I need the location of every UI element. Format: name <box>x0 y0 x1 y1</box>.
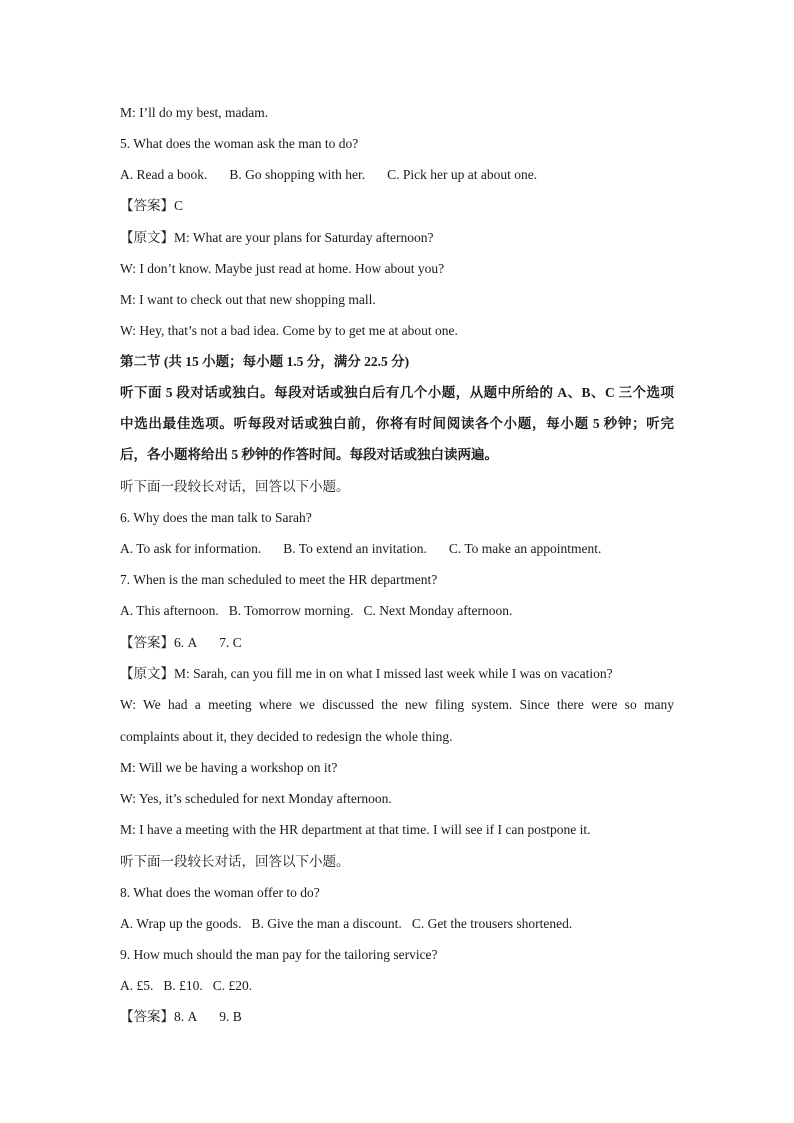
transcript-line: M: I’ll do my best, madam. <box>120 105 269 120</box>
transcript-line: W: Yes, it’s scheduled for next Monday afternoon. <box>120 791 392 806</box>
option-b: B. Go shopping with her. <box>229 167 366 182</box>
instructions-line: 后，各小题将给出 5 秒钟的作答时间。每段对话或独白读两遍。 <box>120 447 498 462</box>
transcript-line: 【原文】M: Sarah, can you fill me in on what I missed last week while I was on vacation? <box>120 666 613 681</box>
answer-6: 【答案】6. A <box>120 635 198 650</box>
option-c: C. Pick her up at about one. <box>387 167 538 182</box>
transcript-line: complaints about it, they decided to redesign the whole thing. <box>120 729 453 744</box>
option-c: C. Next Monday afternoon. <box>363 603 513 618</box>
answer-6-7 <box>120 634 242 652</box>
instructions-line: 听下面 5 段对话或独白。每段对话或独白后有几个小题，从题中所给的 A、B、C 三个选项 <box>120 385 674 400</box>
question-6: 6. Why does the man talk to Sarah? <box>120 510 312 525</box>
answer-8-9 <box>120 1008 242 1026</box>
question-7-options <box>120 602 512 620</box>
transcript-line: M: I have a meeting with the HR department at that time. I will see if I can postpone it. <box>120 822 591 837</box>
question-5: 5. What does the woman ask the man to do? <box>120 136 359 151</box>
option-b: B. Tomorrow morning. <box>228 603 354 618</box>
transcript-line: 【原文】M: What are your plans for Saturday afternoon? <box>120 230 434 245</box>
instructions-line: 中选出最佳选项。听每段对话或独白前，你将有时间阅读各个小题，每小题 5 秒钟；听完 <box>120 416 674 431</box>
answer-7: 7. C <box>219 635 242 650</box>
option-c: C. To make an appointment. <box>448 541 602 556</box>
question-8-options <box>120 915 572 933</box>
option-a: A. This afternoon. <box>120 603 219 618</box>
question-7: 7. When is the man scheduled to meet the HR department? <box>120 572 438 587</box>
question-6-options <box>120 540 601 558</box>
answer-9: 9. B <box>219 1009 242 1024</box>
transcript-line: W: Hey, that’s not a bad idea. Come by to get me at about one. <box>120 323 458 338</box>
answer-5: 【答案】C <box>120 198 184 213</box>
option-b: B. To extend an invitation. <box>283 541 427 556</box>
option-b: B. £10. <box>163 978 203 993</box>
transcript-line: W: We had a meeting where we discussed the new filing system. Since there were so many <box>120 697 674 712</box>
question-5-options <box>120 166 537 184</box>
option-a: A. £5. <box>120 978 154 993</box>
passage-lead: 听下面一段较长对话，回答以下小题。 <box>120 854 350 869</box>
transcript-line: W: I don’t know. Maybe just read at home. How about you? <box>120 261 445 276</box>
answer-8: 【答案】8. A <box>120 1009 198 1024</box>
transcript-line: M: Will we be having a workshop on it? <box>120 760 338 775</box>
question-9-options <box>120 977 252 995</box>
section-heading: 第二节 (共 15 小题；每小题 1.5 分，满分 22.5 分) <box>120 354 410 369</box>
option-a: A. Wrap up the goods. <box>120 916 242 931</box>
option-b: B. Give the man a discount. <box>251 916 402 931</box>
question-9: 9. How much should the man pay for the tailoring service? <box>120 947 438 962</box>
option-c: C. £20. <box>212 978 253 993</box>
option-c: C. Get the trousers shortened. <box>411 916 573 931</box>
question-8: 8. What does the woman offer to do? <box>120 885 320 900</box>
passage-lead: 听下面一段较长对话，回答以下小题。 <box>120 479 350 494</box>
option-a: A. To ask for information. <box>120 541 262 556</box>
transcript-line: M: I want to check out that new shopping mall. <box>120 292 376 307</box>
option-a: A. Read a book. <box>120 167 208 182</box>
